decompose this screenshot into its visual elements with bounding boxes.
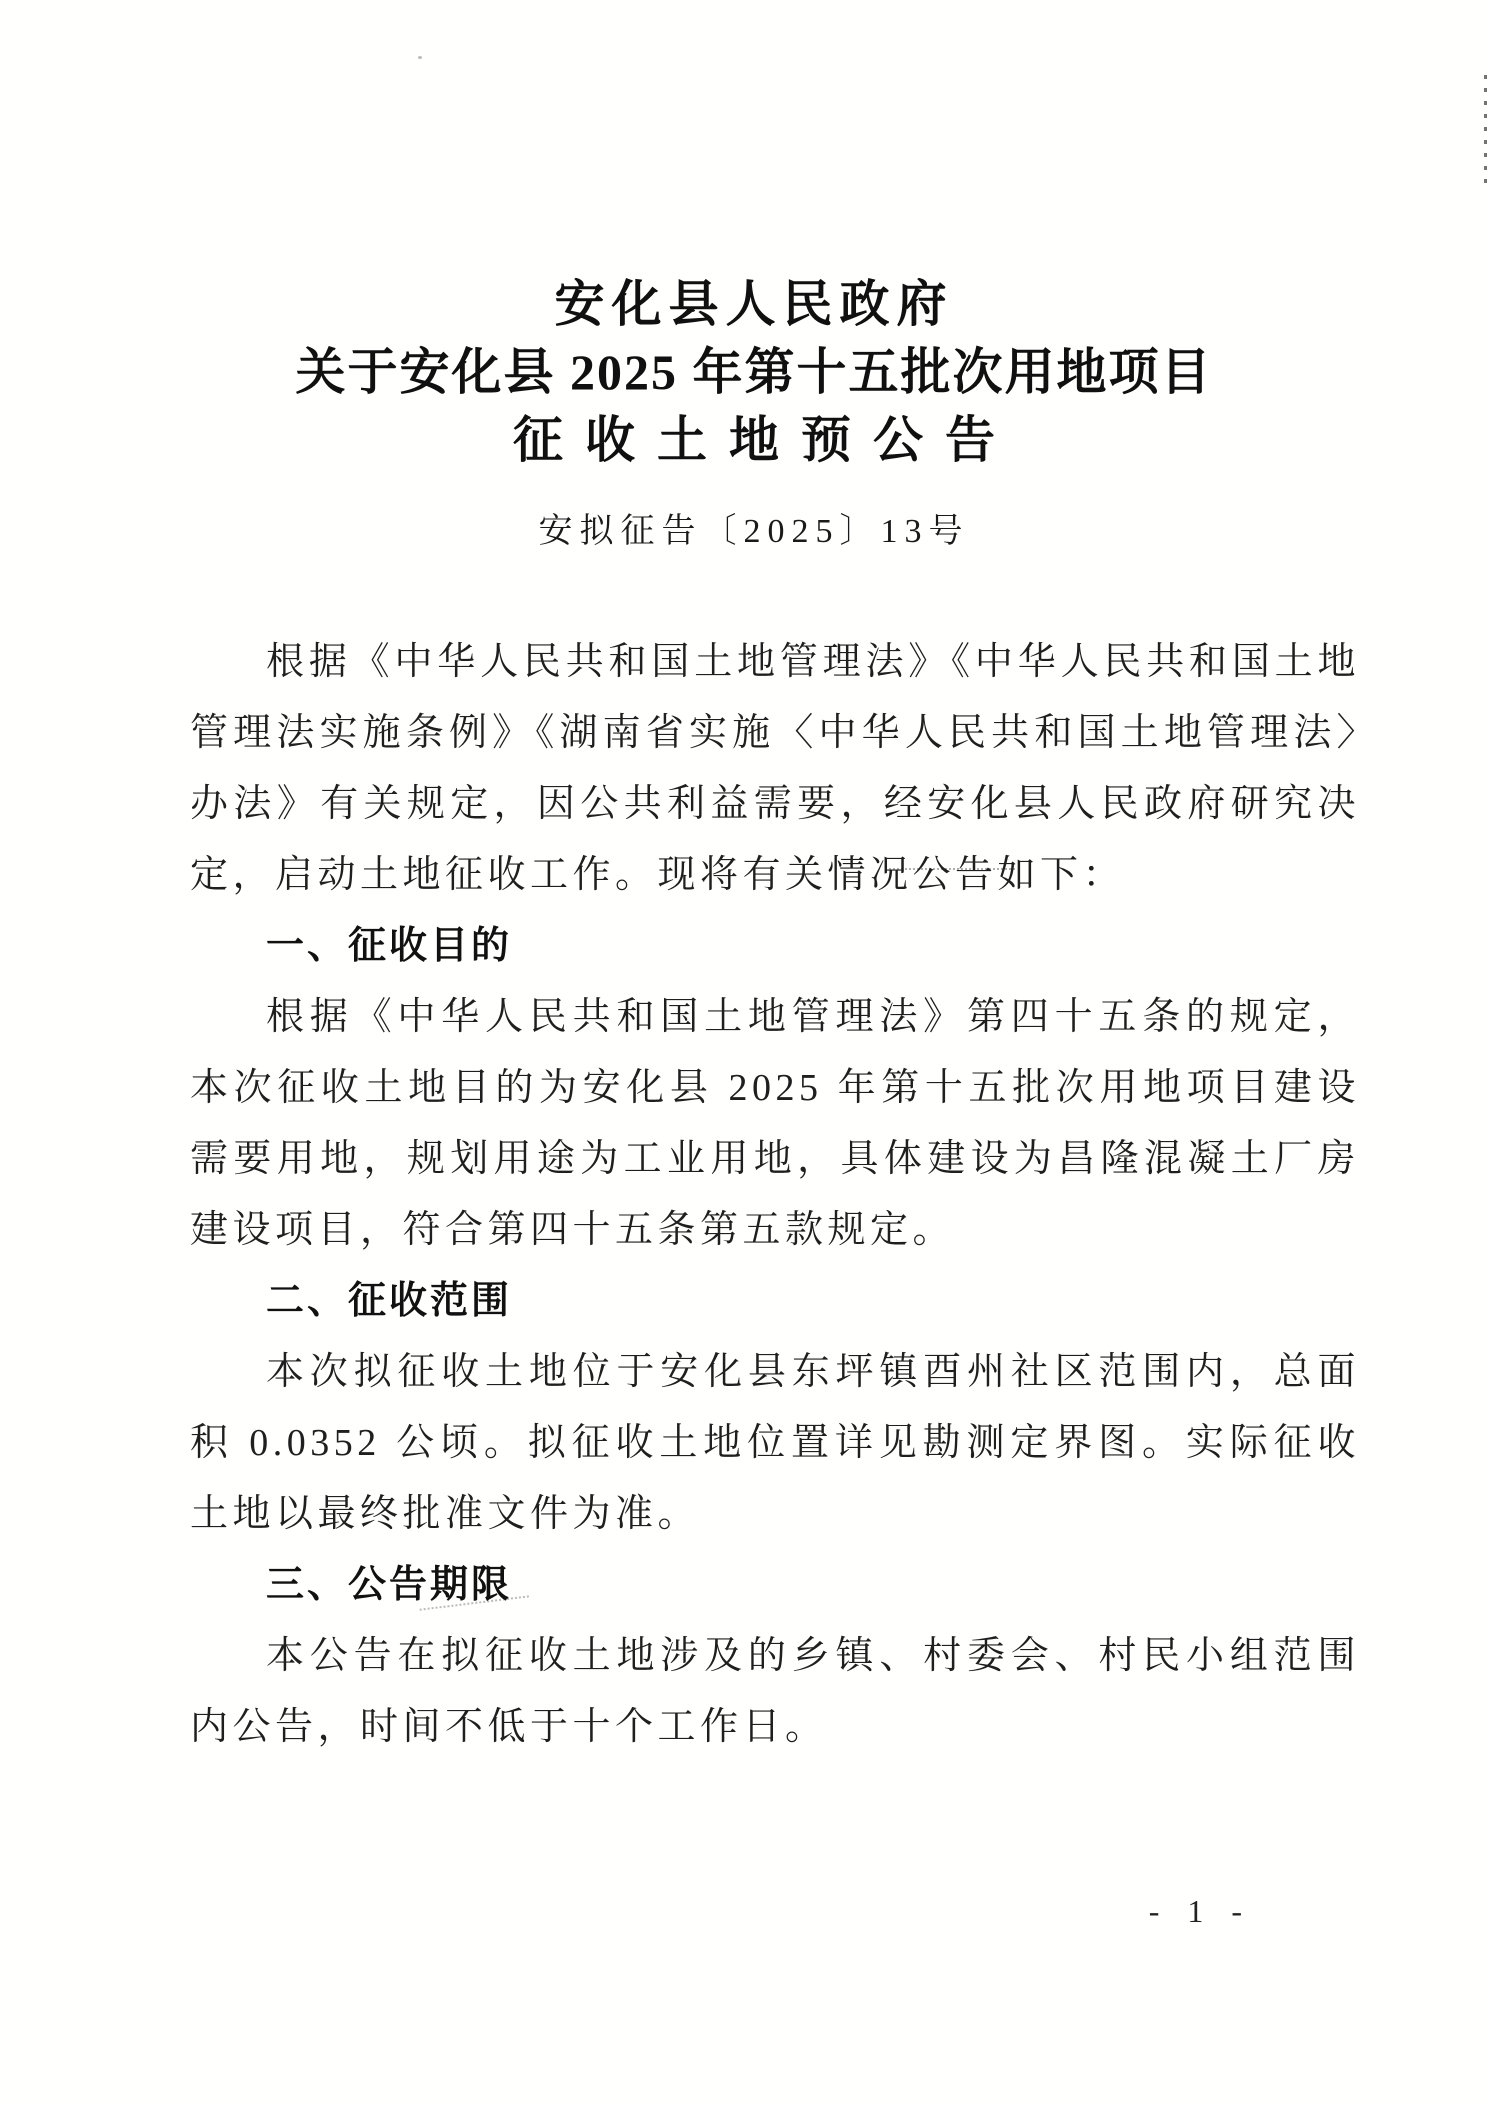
document-body [190, 627, 1360, 1763]
paragraph-purpose: 根据《中华人民共和国土地管理法》第四十五条的规定，本次征收土地目的为安化县 2025 年第十五批次用地项目建设需要用地，规划用途为工业用地，具体建设为昌隆混凝土厂房建设项目，符合第四十五条第五款规定。 [190, 996, 1360, 1251]
paragraph-scope: 本次拟征收土地位于安化县东坪镇酉州社区范围内，总面积 0.0352 公顷。拟征收土地位置详见勘测定界图。实际征收土地以最终批准文件为准。 [190, 1351, 1360, 1535]
section-heading-scope: 二、征收范围 [266, 1280, 513, 1322]
section-heading-purpose: 一、征收目的 [266, 925, 513, 967]
document-title-line-3: 征收土地预公告 [513, 412, 1017, 468]
document-title-line-1: 安化县人民政府 [554, 276, 954, 332]
paragraph-period: 本公告在拟征收土地涉及的乡镇、村委会、村民小组范围内公告，时间不低于十个工作日。 [190, 1635, 1360, 1748]
paragraph-legal-basis: 根据《中华人民共和国土地管理法》《中华人民共和国土地管理法实施条例》《湖南省实施〈中华人民共和国土地管理法〉办法》有关规定，因公共利益需要，经安化县人民政府研究决定，启动土地征收工作。现将有关情况公告如下： [190, 641, 1360, 896]
document-number: 安拟征告〔2025〕13号 [538, 513, 970, 550]
document-title-line-2: 关于安化县 2025 年第十五批次用地项目 [295, 344, 1213, 400]
page-number: - 1 - [1148, 1893, 1252, 1929]
section-heading-period: 三、公告期限 [266, 1564, 513, 1606]
document-header [148, 270, 1360, 554]
document-content [190, 0, 1360, 1763]
scan-artifact-edge-dots [1484, 75, 1487, 190]
